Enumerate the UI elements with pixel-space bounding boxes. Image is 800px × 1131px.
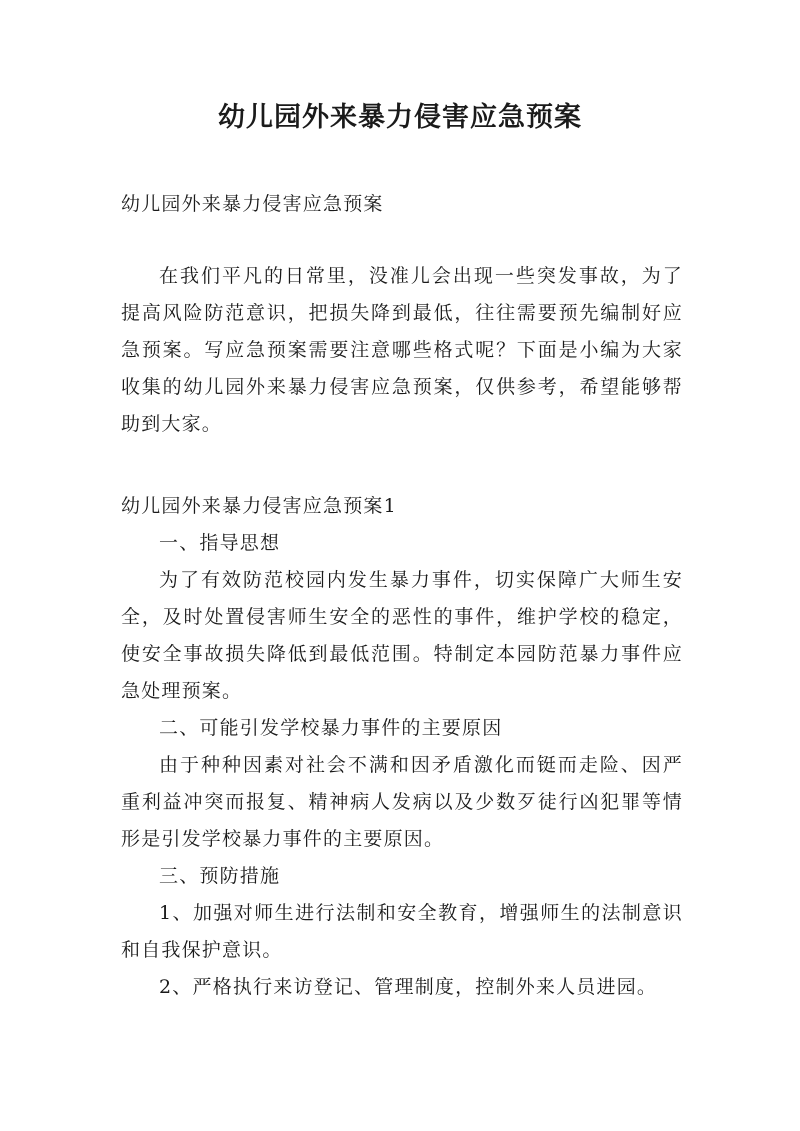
document-title: 幼儿园外来暴力侵害应急预案 [218, 102, 582, 133]
paragraph-main-causes: 由于种种因素对社会不满和因矛盾激化而铤而走险、因严重利益冲突而报复、精神病人发病以及少数歹徒行凶犯罪等情形是引发学校暴力事件的主要原因。 [121, 754, 683, 850]
paragraph-guiding-ideology: 为了有效防范校园内发生暴力事件，切实保障广大师生安全，及时处置侵害师生安全的恶性的事件，维护学校的稳定，使安全事故损失降低到最低范围。特制定本园防范暴力事件应急处理预案。 [121, 569, 683, 702]
measure-item-1: 1、加强对师生进行法制和安全教育，增强师生的法制意识和自我保护意识。 [121, 902, 683, 961]
intro-paragraph: 在我们平凡的日常里，没准儿会出现一些突发事故，为了提高风险防范意识，把损失降到最低，往往需要预先编制好应急预案。写应急预案需要注意哪些格式呢？下面是小编为大家收集的幼儿园外来暴力侵害应急预案，仅供参考，希望能够帮助到大家。 [121, 265, 683, 435]
section-title: 幼儿园外来暴力侵害应急预案1 [121, 495, 397, 517]
document-subtitle: 幼儿园外来暴力侵害应急预案 [121, 193, 384, 215]
heading-main-causes: 二、可能引发学校暴力事件的主要原因 [159, 717, 503, 739]
heading-preventive-measures: 三、预防措施 [159, 865, 281, 887]
measure-item-2: 2、严格执行来访登记、管理制度，控制外来人员进园。 [159, 976, 658, 998]
heading-guiding-ideology: 一、指导思想 [159, 532, 281, 554]
